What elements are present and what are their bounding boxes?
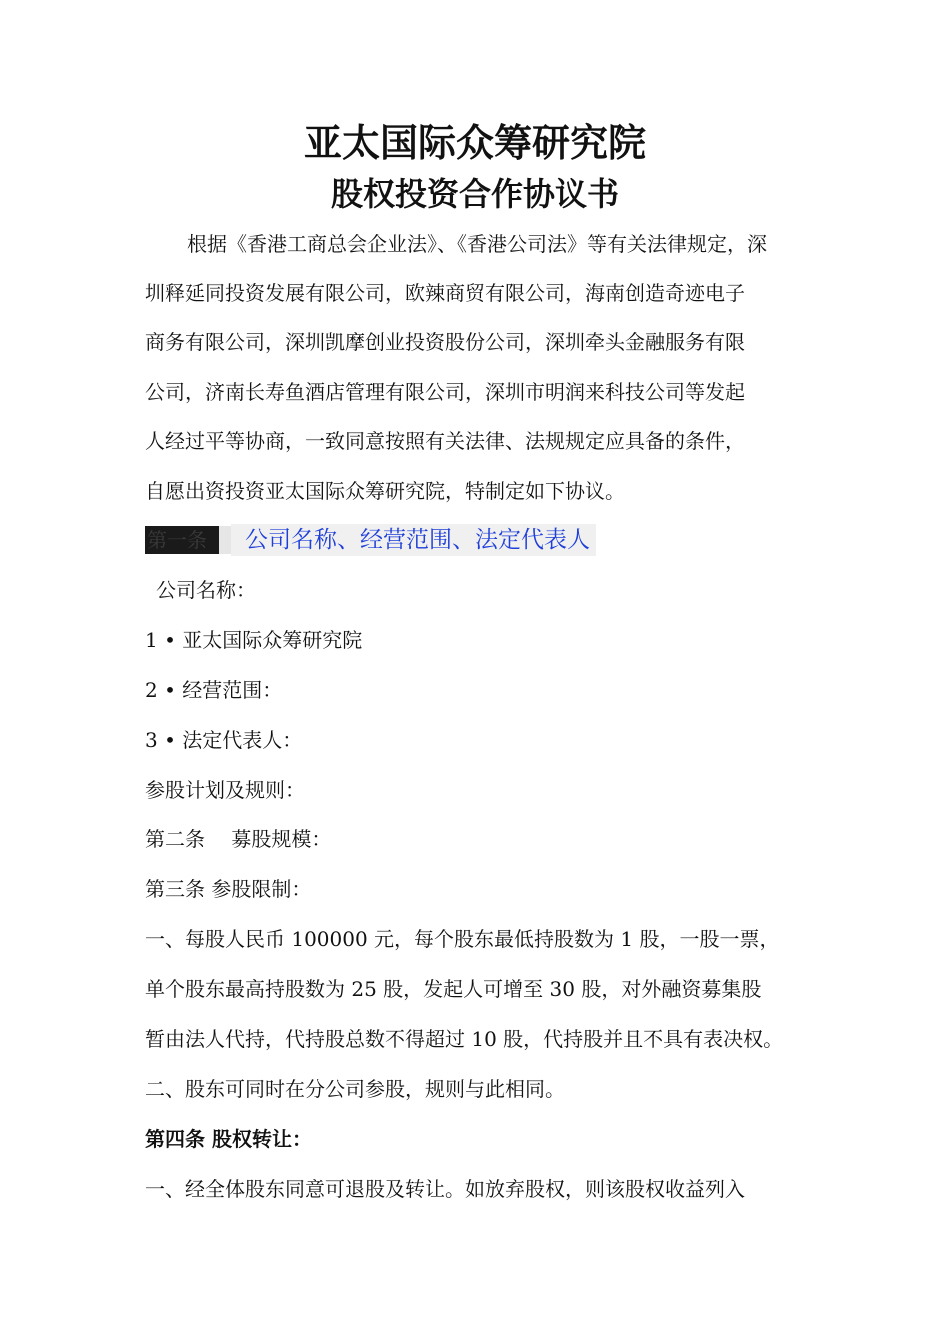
plan-label: 参股计划及规则： bbox=[145, 778, 305, 802]
article-1-label: 第一条 bbox=[145, 526, 219, 554]
item-1: 1 • 亚太国际众筹研究院 bbox=[145, 628, 363, 652]
item-2: 2 • 经营范围： bbox=[145, 678, 283, 702]
intro-line-1: 根据《香港工商总会企业法》、《香港公司法》等有关法律规定，深 bbox=[187, 232, 767, 256]
article-1-heading: 公司名称、经营范围、法定代表人 bbox=[231, 524, 596, 556]
intro-line-5: 人经过平等协商，一致同意按照有关法律、法规规定应具备的条件， bbox=[145, 429, 745, 453]
limit-line-2: 单个股东最高持股数为 25 股，发起人可增至 30 股，对外融资募集股 bbox=[145, 977, 762, 1001]
intro-line-4: 公司，济南长寿鱼酒店管理有限公司，深圳市明润来科技公司等发起 bbox=[145, 380, 745, 404]
item-3: 3 • 法定代表人： bbox=[145, 728, 303, 752]
intro-line-3: 商务有限公司，深圳凯摩创业投资股份公司，深圳牵头金融服务有限 bbox=[145, 330, 745, 354]
article-4: 第四条 股权转让： bbox=[145, 1127, 312, 1151]
article-3: 第三条 参股限制： bbox=[145, 877, 312, 901]
intro-line-6: 自愿出资投资亚太国际众筹研究院，特制定如下协议。 bbox=[145, 479, 625, 503]
article-1-row bbox=[145, 524, 596, 556]
document-subtitle: 股权投资合作协议书 bbox=[330, 175, 619, 213]
article-1-gap bbox=[219, 526, 231, 554]
transfer-line-1: 一、经全体股东同意可退股及转让。如放弃股权，则该股权收益列入 bbox=[145, 1177, 745, 1201]
limit-line-3: 暂由法人代持，代持股总数不得超过 10 股，代持股并且不具有表决权。 bbox=[145, 1027, 784, 1051]
limit-line-4: 二、股东可同时在分公司参股，规则与此相同。 bbox=[145, 1077, 565, 1101]
limit-line-1: 一、每股人民币 100000 元，每个股东最低持股数为 1 股，一股一票， bbox=[145, 927, 780, 951]
intro-line-2: 圳释延同投资发展有限公司，欧辣商贸有限公司，海南创造奇迹电子 bbox=[145, 281, 745, 305]
article-2: 第二条 募股规模： bbox=[145, 827, 332, 851]
document-title: 亚太国际众筹研究院 bbox=[303, 120, 646, 165]
company-name-label: 公司名称： bbox=[156, 578, 256, 602]
